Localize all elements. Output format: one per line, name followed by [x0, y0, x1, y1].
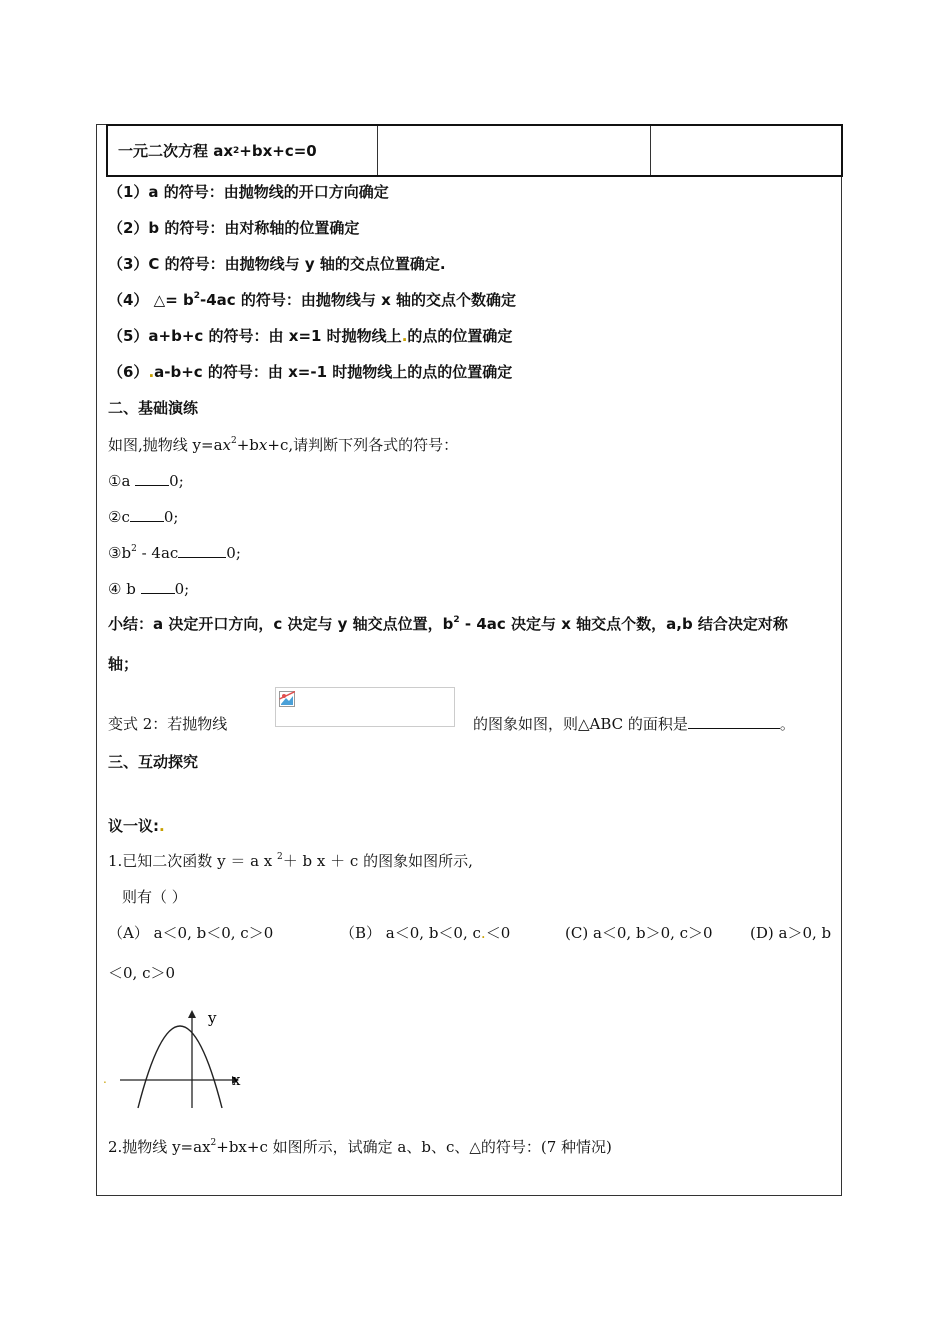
question-c-label: ②c	[108, 508, 130, 526]
y-axis-arrow	[188, 1010, 196, 1018]
broken-image-placeholder	[275, 687, 455, 727]
exponent: 2	[453, 615, 460, 625]
exponent: 2	[277, 852, 283, 862]
section-2-intro: 如图,抛物线 $y=ax^2+bx+c$,请判断下列各式的符号：	[108, 436, 459, 454]
rule-4	[108, 290, 516, 310]
discuss-heading	[108, 816, 165, 836]
question-a-label: ①a	[108, 472, 136, 490]
question-c	[108, 507, 178, 527]
variant-label: 变式 2：若抛物线	[108, 715, 228, 733]
option-c[interactable]: (C) a＜0, b＞0, c＞0	[565, 924, 713, 942]
intro-c: +c,请判断下列各式的符号：	[267, 436, 459, 454]
summary-b: - 4ac 决定与 x 轴交点个数，a,b 结合决定对称	[459, 615, 788, 633]
exponent: 2	[210, 1138, 217, 1148]
problem-1-head: 1.已知二次函数 y ＝ a x	[108, 852, 278, 870]
intro-a: 如图,抛物线 y=a	[108, 436, 223, 454]
problem-1	[108, 851, 473, 871]
variant-question-text: 的图象如图，则△ABC 的面积是	[473, 715, 688, 733]
problem-2-tail: +bx+c 如图所示，试确定 a、b、c、△的符号：(7 种情况)	[216, 1138, 612, 1156]
broken-image-icon	[279, 691, 295, 707]
discuss-label: 议一议:	[108, 817, 159, 835]
rule-3: （3）C 的符号：由抛物线与 y 轴的交点位置确定.	[108, 255, 446, 273]
exponent: 2	[231, 436, 237, 446]
summary-line-2: 轴；	[108, 655, 139, 673]
rule-6-tail: a-b+c 的符号：由 x=-1 时抛物线上的点的位置确定	[154, 363, 513, 381]
question-c-end: 0;	[163, 508, 179, 526]
problem-1-then: 则有（ ）	[122, 888, 187, 906]
question-discriminant-mid: - 4ac	[136, 544, 179, 562]
answer-blank[interactable]	[141, 579, 175, 594]
variant-question	[473, 714, 795, 734]
table-cell-empty-1	[378, 126, 651, 175]
rule-5-tail: 的点的位置确定	[407, 327, 513, 345]
rule-5	[108, 326, 512, 346]
answer-blank[interactable]	[178, 543, 226, 558]
intro-b: +b	[236, 436, 259, 454]
rule-6	[108, 362, 512, 382]
exponent: 2	[131, 544, 137, 554]
rule-5-head: （5）a+b+c 的符号：由 x=1 时抛物线上	[108, 327, 402, 345]
mark-dot: .	[148, 363, 155, 381]
y-axis-label: y	[208, 1009, 217, 1027]
question-discriminant-end: 0;	[226, 544, 241, 562]
section-3-title: 三、互动探究	[108, 753, 199, 771]
question-discriminant-label: ③b	[108, 544, 132, 562]
option-b[interactable]	[340, 923, 510, 943]
question-b	[108, 579, 189, 599]
rule-1: （1）a 的符号：由抛物线的开口方向确定	[108, 183, 389, 201]
mark-dot: .	[401, 327, 408, 345]
answer-blank[interactable]	[688, 714, 780, 729]
summary-a: 小结：a 决定开口方向，c 决定与 y 轴交点位置，b	[108, 615, 454, 633]
variant-end: 。	[779, 715, 795, 733]
equation-tail: +bx+c=0	[239, 141, 317, 160]
equation-label: 一元二次方程 ax	[118, 142, 234, 160]
option-d-wrap: ＜0, c＞0	[108, 964, 176, 982]
rule-4-head: （4） △= b	[108, 291, 194, 309]
problem-1-tail: ＋ b x ＋ c 的图象如图所示,	[282, 852, 473, 870]
parabola-graph	[110, 1004, 260, 1112]
option-a[interactable]: （A） a＜0, b＜0, c＞0	[108, 924, 274, 942]
x-axis-label: x	[232, 1071, 241, 1089]
parabola-curve	[138, 1026, 222, 1108]
table-cell-equation: 一元二次方程 ax 2 +bx+c=0	[108, 126, 378, 175]
exponent: 2	[193, 291, 200, 301]
rule-6-head: （6）	[108, 363, 149, 381]
table-cell-empty-2	[651, 126, 841, 175]
summary-line-1	[108, 614, 788, 634]
section-2-title: 二、基础演练	[108, 399, 199, 417]
question-b-label: ④ b	[108, 580, 141, 598]
question-b-end: 0;	[174, 580, 190, 598]
question-discriminant	[108, 543, 241, 563]
answer-blank[interactable]	[130, 507, 164, 522]
rule-2: （2）b 的符号：由对称轴的位置确定	[108, 219, 360, 237]
equation-table-row	[106, 124, 843, 177]
mark-dot: .	[159, 817, 165, 835]
question-a-end: 0;	[169, 472, 184, 490]
problem-2-head: 2.抛物线 y=ax	[108, 1138, 211, 1156]
question-a	[108, 471, 184, 491]
mark-dot: .	[103, 1072, 107, 1086]
answer-blank[interactable]	[135, 471, 169, 486]
option-b-text: （B） a＜0, b＜0, c	[340, 924, 481, 942]
mark-dot: .	[480, 924, 486, 942]
problem-2	[108, 1137, 612, 1157]
option-b-end: ＜0	[485, 924, 511, 942]
rule-4-tail: -4ac 的符号：由抛物线与 x 轴的交点个数确定	[200, 291, 517, 309]
option-d[interactable]: (D) a＞0, b	[750, 924, 832, 942]
